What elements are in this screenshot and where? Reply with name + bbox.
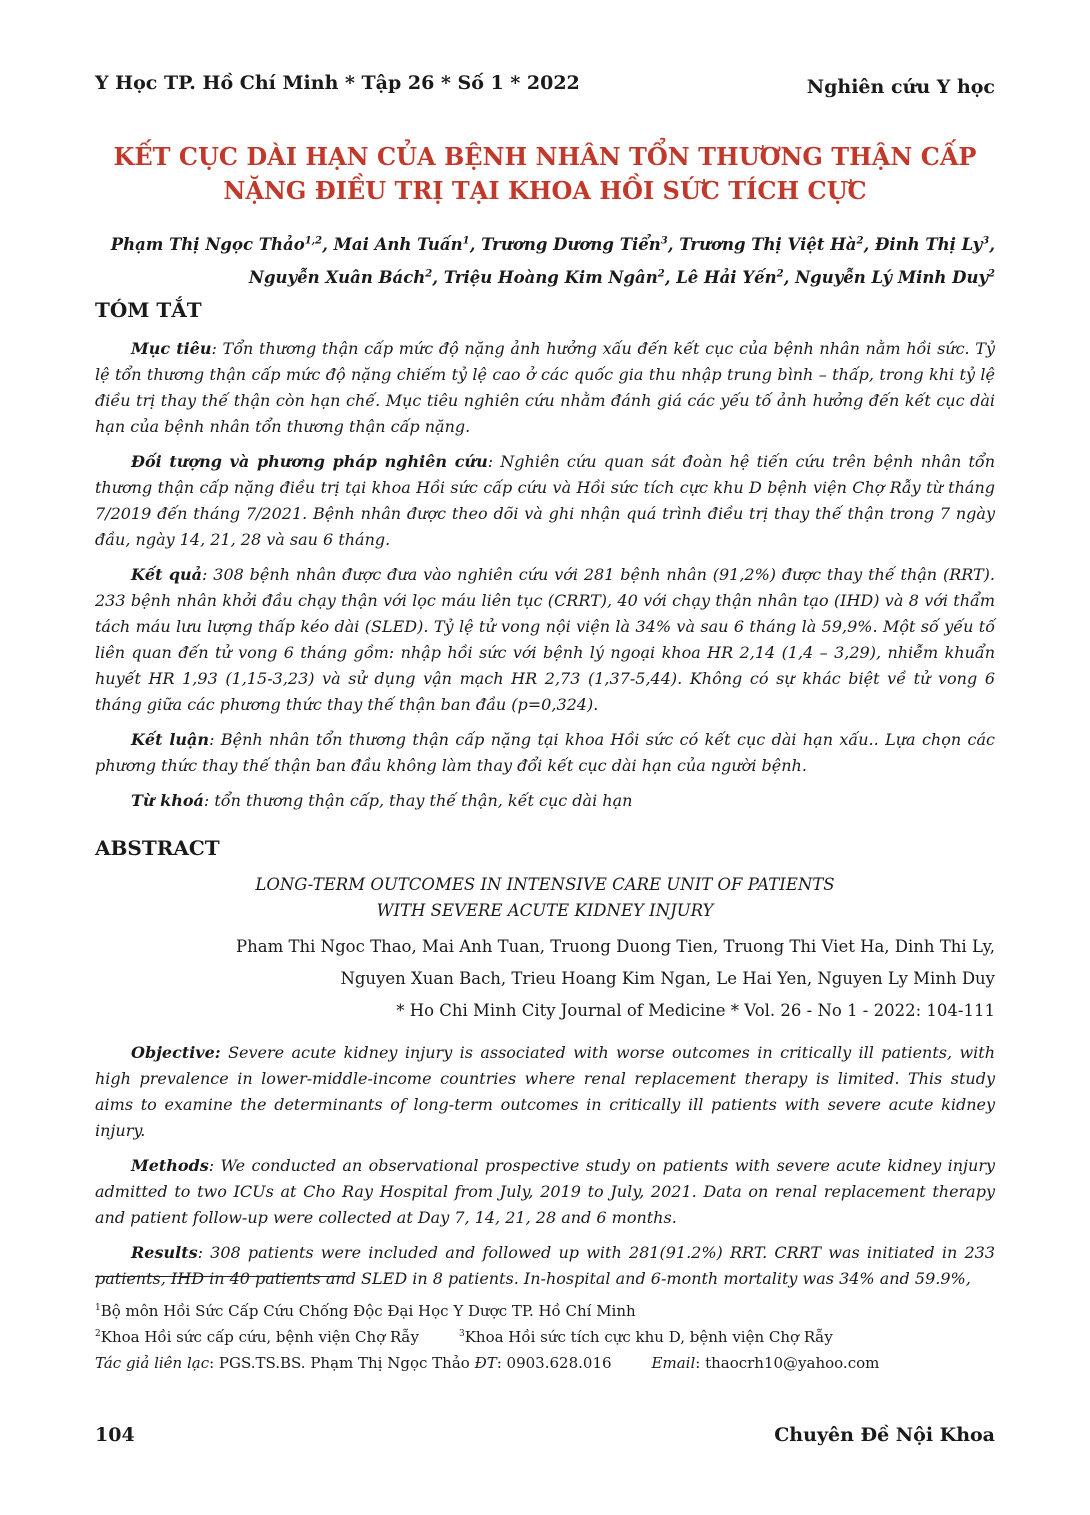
contact-label: Tác giả liên lạc bbox=[95, 1354, 210, 1372]
footnote-affiliation-1 bbox=[95, 1298, 995, 1324]
methods-label: Đối tượng và phương pháp nghiên cứu bbox=[131, 452, 488, 471]
footnote-text: Khoa Hồi sức cấp cứu, bệnh viện Chợ Rẫy bbox=[100, 1328, 419, 1346]
footnote-divider bbox=[95, 1276, 347, 1277]
journal-section: Nghiên cứu Y học bbox=[806, 76, 995, 98]
summary-vi bbox=[95, 336, 995, 814]
page-number: 104 bbox=[95, 1424, 135, 1446]
footnote-affiliation-2-3 bbox=[95, 1324, 995, 1350]
author: Nguyễn Xuân Bách bbox=[248, 268, 426, 287]
email-label: Email bbox=[651, 1354, 696, 1372]
summary-methods bbox=[95, 449, 995, 553]
footnote-number: 3 bbox=[458, 1329, 465, 1339]
results-label: Kết quả bbox=[131, 565, 203, 584]
author: Mai Anh Tuấn bbox=[333, 235, 463, 254]
keywords-text: : tổn thương thận cấp, thay thế thận, kết cục dài hạn bbox=[203, 791, 633, 810]
english-authors-line-1: Pham Thi Ngoc Thao, Mai Anh Tuan, Truong Duong Tien, Truong Thi Viet Ha, Dinh Thi Ly, bbox=[236, 937, 995, 956]
keywords-label: Từ khoá bbox=[131, 791, 204, 810]
article-title-line-1: KẾT CỤC DÀI HẠN CỦA BỆNH NHÂN TỔN THƯƠNG THẬN CẤP bbox=[113, 142, 977, 171]
conclusion-text: : Bệnh nhân tổn thương thận cấp nặng tại khoa Hồi sức có kết cục dài hạn xấu.. Lựa chọn các phương thức thay thế thận ban đầu không làm thay đổi kết cục dài hạn của người bệnh. bbox=[95, 730, 995, 775]
citation: * Ho Chi Minh City Journal of Medicine * Vol. 26 - No 1 - 2022: 104-111 bbox=[396, 1001, 995, 1020]
author-affiliation: 3 bbox=[660, 235, 668, 247]
methods-text: : We conducted an observational prospective study on patients with severe acute kidney injury admitted to two ICUs at Cho Ray Hospital from July, 2019 to July, 2021. Data on renal replacement therapy and patient follow-up were collected at Day 7, 14, 21, 28 and 6 months. bbox=[95, 1156, 995, 1227]
english-authors-line-2: Nguyen Xuan Bach, Trieu Hoang Kim Ngan, Le Hai Yen, Nguyen Ly Minh Duy bbox=[340, 969, 995, 988]
summary-conclusion bbox=[95, 727, 995, 779]
author: Đinh Thị Ly bbox=[874, 235, 983, 254]
author-affiliation: 2 bbox=[425, 268, 433, 280]
journal-name: Y Học TP. Hồ Chí Minh * Tập 26 * Số 1 * 2022 bbox=[95, 72, 580, 94]
objective-label: Mục tiêu bbox=[131, 339, 212, 358]
author-affiliation: 2 bbox=[776, 268, 784, 280]
footnote-number: 1 bbox=[95, 1303, 101, 1313]
summary-objective bbox=[95, 336, 995, 440]
contact-name: : PGS.TS.BS. Phạm Thị Ngọc Thảo bbox=[209, 1354, 470, 1372]
author-list-en bbox=[95, 931, 995, 1027]
author: Trương Thị Việt Hà bbox=[679, 235, 857, 254]
results-text: : 308 bệnh nhân được đưa vào nghiên cứu với 281 bệnh nhân (91,2%) được thay thế thận (RRT). 233 bệnh nhân khởi đầu chạy thận với lọc máu liên tục (CRRT), 40 với chạy thận nhân tạo (IHD) và 8 với thẩm tách máu lưu lượng thấp kéo dài (SLED). Tỷ lệ tử vong nội viện là 34% và sau 6 tháng là 59,9%. Một số yếu tố liên quan đến tử vong 6 tháng gồm: nhập hồi sức với bệnh lý ngoại khoa HR 2,14 (1,4 – 3,29), nhiễm khuẩn huyết HR 1,93 (1,15-3,23) và sử dụng vận mạch HR 2,73 (1,37-5,44). Không có sự khác biệt về tử vong 6 tháng giữa các phương thức thay thế thận ban đầu (p=0,324). bbox=[95, 565, 996, 714]
abstract-en bbox=[95, 1040, 995, 1292]
author-affiliation: 2 bbox=[856, 235, 864, 247]
abstract-results bbox=[95, 1240, 995, 1292]
author-affiliation: 2 bbox=[657, 268, 665, 280]
author-list-vi bbox=[95, 228, 995, 294]
author: Lê Hải Yến bbox=[676, 268, 777, 287]
footnote-text: Khoa Hồi sức tích cực khu D, bệnh viện Chợ Rẫy bbox=[464, 1328, 833, 1346]
footnote-number: 2 bbox=[95, 1329, 101, 1339]
footnotes bbox=[95, 1298, 995, 1376]
footnote-contact bbox=[95, 1350, 995, 1376]
email-address: : thaocrh10@yahoo.com bbox=[695, 1354, 880, 1372]
author-affiliation: 3 bbox=[982, 235, 990, 247]
objective-text: : Tổn thương thận cấp mức độ nặng ảnh hưởng xấu đến kết cục của bệnh nhân nằm hồi sức. Tỷ lệ tổn thương thận cấp mức độ nặng chiếm tỷ lệ cao ở các quốc gia thu nhập trung bình – thấp, trong khi tỷ lệ điều trị thay thế thận còn hạn chế. Mục tiêu nghiên cứu nhằm đánh giá các yếu tố ảnh hưởng đến kết cục dài hạn của bệnh nhân tổn thương thận cấp nặng. bbox=[95, 339, 996, 436]
english-title-line-2: WITH SEVERE ACUTE KIDNEY INJURY bbox=[376, 901, 714, 920]
running-header bbox=[95, 72, 995, 102]
methods-text: : Nghiên cứu quan sát đoàn hệ tiến cứu trên bệnh nhân tổn thương thận cấp nặng điều trị tại khoa Hồi sức cấp cứu và Hồi sức tích cực khu D bệnh viện Chợ Rẫy từ tháng 7/2019 đến tháng 7/2021. Bệnh nhân được theo dõi và ghi nhận quá trình điều trị thay thế thận trong 7 ngày đầu, ngày 14, 21, 28 và sau 6 tháng. bbox=[95, 452, 995, 549]
english-title bbox=[95, 872, 995, 924]
phone-number: : 0903.628.016 bbox=[496, 1354, 612, 1372]
author: Trương Dương Tiển bbox=[481, 235, 661, 254]
objective-text: Severe acute kidney injury is associated with worse outcomes in critically ill patients, with high prevalence in lower-middle-income countries where renal replacement therapy is limited. This study aims to examine the determinants of long-term outcomes in critically ill patients with severe acute kidney injury. bbox=[95, 1043, 995, 1140]
author: Nguyễn Lý Minh Duy bbox=[795, 268, 989, 287]
objective-label: Objective: bbox=[131, 1043, 221, 1062]
summary-results bbox=[95, 562, 995, 718]
english-title-line-1: LONG-TERM OUTCOMES IN INTENSIVE CARE UNIT OF PATIENTS bbox=[255, 875, 835, 894]
phone-label: ĐT bbox=[474, 1354, 497, 1372]
conclusion-label: Kết luận bbox=[131, 730, 210, 749]
footnote-text: Bộ môn Hồi Sức Cấp Cứu Chống Độc Đại Học Y Dược TP. Hồ Chí Minh bbox=[100, 1302, 636, 1320]
abstract-methods bbox=[95, 1153, 995, 1231]
article-title bbox=[95, 140, 995, 208]
author: Triệu Hoàng Kim Ngân bbox=[443, 268, 658, 287]
methods-label: Methods bbox=[131, 1156, 209, 1175]
author-affiliation: 1,2 bbox=[304, 235, 323, 247]
article-title-line-2: NẶNG ĐIỀU TRỊ TẠI KHOA HỒI SỨC TÍCH CỰC bbox=[223, 176, 867, 205]
abstract-heading: ABSTRACT bbox=[95, 836, 220, 860]
author: Phạm Thị Ngọc Thảo bbox=[110, 235, 305, 254]
author-line-2: Nguyễn Xuân Bách$^2$, Triệu Hoàng Kim Ngân$^2$, Lê Hải Yến$^2$, Nguyễn Lý Minh Duy$^2$ bbox=[248, 268, 995, 287]
page-footer bbox=[95, 1424, 995, 1454]
author-affiliation: 2 bbox=[988, 268, 995, 280]
issue-title: Chuyên Đề Nội Khoa bbox=[774, 1424, 995, 1446]
results-label: Results bbox=[131, 1243, 198, 1262]
summary-keywords bbox=[95, 788, 995, 814]
author-line-1: Phạm Thị Ngọc Thảo$^{1,2}$, Mai Anh Tuấn$^1$, Trương Dương Tiển$^3$, Trương Thị Việt $Hà^2$, Đinh Thị Ly$^3$, bbox=[110, 235, 995, 254]
author-affiliation: 1 bbox=[462, 235, 470, 247]
abstract-objective bbox=[95, 1040, 995, 1144]
summary-heading: TÓM TẮT bbox=[95, 298, 202, 322]
results-text: : 308 patients were included and followed up with 281(91.2%) RRT. CRRT was initiated in 233 patients, IHD in 40 patients and SLED in 8 patients. In-hospital and 6-month mortality was 34% and 59.9%, bbox=[95, 1243, 995, 1288]
